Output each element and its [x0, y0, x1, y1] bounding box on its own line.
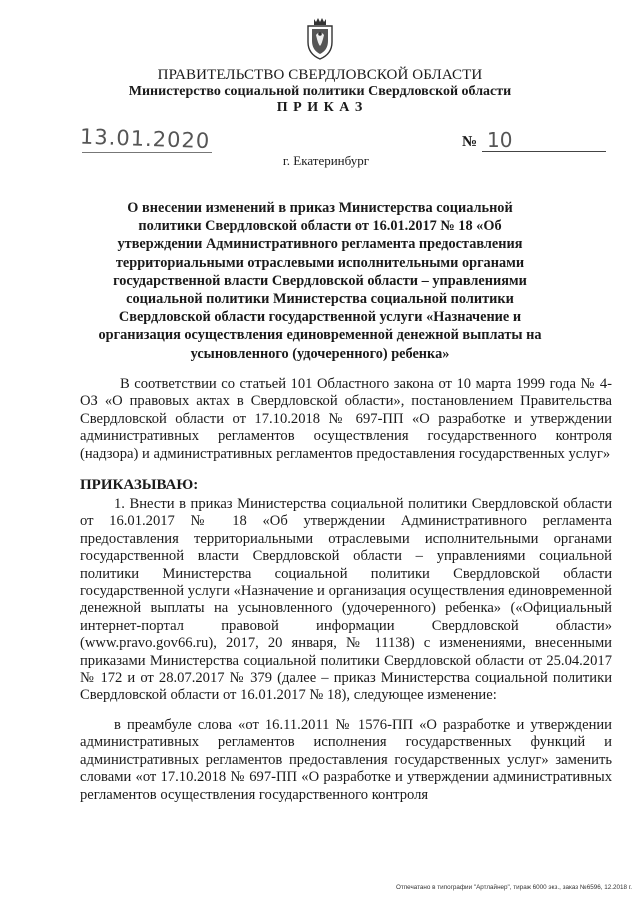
- item-1-paragraph: 1. Внести в приказ Министерства социальной политики Свердловской области от 16.01.2017 № 18 «Об утверждении Административного регламента предоставления территориальными отраслевыми исполнительными органами государственной власти Свердловской области – управлениями социальной политики Министерства социальной политики Свердловской области государственной услуги «Назначение и организация осуществления единовременной денежной выплаты на усыновленного (удочеренного) ребенка» («Официальный интернет-портал правовой информации Свердловской области» (www.pravo.gov66.ru), 2017, 20 января, № 11138) с изменениями, внесенными приказами Министерства социальной политики Свердловской области от 25.04.2017 № 172 и от 28.07.2017 № 379 (далее – приказ Министерства социальной политики Свердловской области от 16.01.2017 № 18), следующее изменение:: [80, 496, 612, 704]
- item-1-sub-paragraph: в преамбуле слова «от 16.11.2011 № 1576-ПП «О разработке и утверждении административных регламентов исполнения государственных функций и административных регламентов предоставления государственных услуг» заменить словами «от 17.10.2018 № 697-ПП «О разработке и утверждении административных регламентов осуществления государственного контроля: [80, 717, 612, 803]
- number-label: №: [462, 134, 478, 150]
- coat-of-arms-icon: [304, 16, 336, 60]
- city: г. Екатеринбург: [282, 153, 370, 168]
- preamble-paragraph: В соответствии со статьей 101 Областного закона от 10 марта 1999 года № 4-ОЗ «О правовых актах в Свердловской области», постановлением Правительства Свердловской области от 17.10.2018 № 697-ПП «О разработке и утверждении административных регламентов осуществления государственного контроля (надзора) и административных регламентов предоставления государственных услуг»: [80, 376, 612, 462]
- print-footer: Отпечатано в типографии "Артлайнер", тираж 6000 экз., заказ №6596, 12.2018 г.: [395, 884, 632, 891]
- document-type: П Р И К А З: [276, 100, 364, 115]
- order-date: 13.01.2020: [79, 124, 211, 154]
- number-underline: [482, 151, 606, 152]
- ministry-name: Министерство социальной политики Свердловской области: [128, 84, 512, 99]
- order-number: 10: [487, 128, 513, 152]
- document-title: О внесении изменений в приказ Министерства социальной политики Свердловской области от 16.01.2017 № 18 «Об утверждении Административного регламента предоставления территориальными отраслевыми исполнительными органами государственной власти Свердловской области – управлениями социальной политики Министерства социальной политики Свердловской области государственной услуги «Назначение и организация осуществления единовременной денежной выплаты на усыновленного (удочеренного) ребенка»: [98, 200, 542, 362]
- directive-heading: ПРИКАЗЫВАЮ:: [80, 477, 199, 493]
- government-name: ПРАВИТЕЛЬСТВО СВЕРДЛОВСКОЙ ОБЛАСТИ: [157, 67, 483, 83]
